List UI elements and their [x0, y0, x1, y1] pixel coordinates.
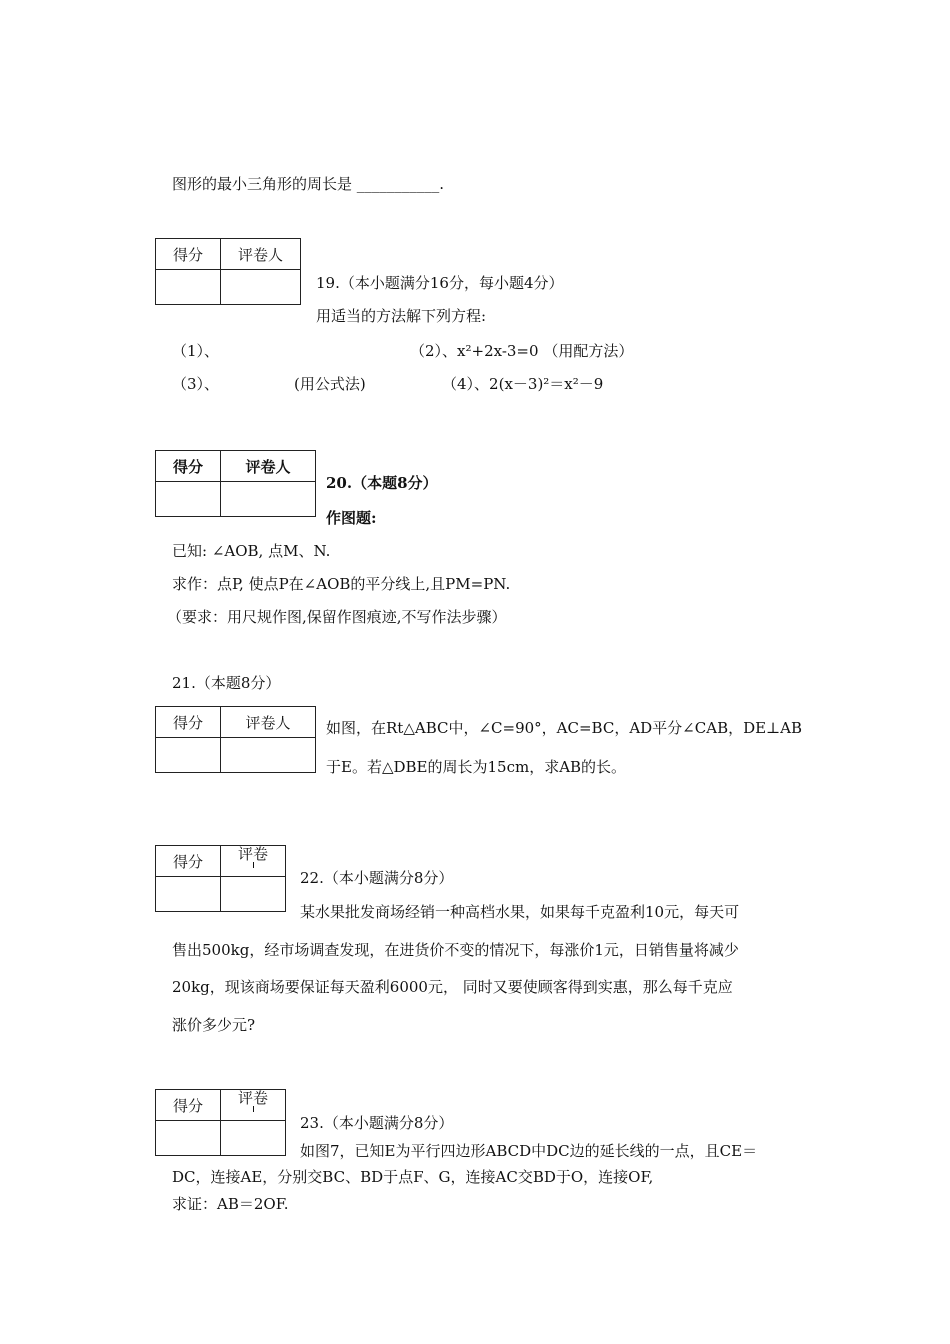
grader-cell[interactable] [221, 877, 286, 912]
q19-part1: （1）、 [172, 342, 220, 360]
q22-text-line4: 涨价多少元? [172, 1016, 256, 1034]
q22-text-line3: 20kg，现该商场要保证每天盈利6000元， 同时又要使顾客得到实惠，那么每千克应 [172, 978, 733, 996]
grader-cell[interactable] [221, 738, 316, 773]
q19-part2: （2）、x²+2x-3=0 （用配方法） [410, 342, 634, 360]
q19-title: 19.（本小题满分16分，每小题4分） [316, 274, 564, 292]
score-cell[interactable] [156, 738, 221, 773]
score-box-q23 [155, 1089, 286, 1156]
grader-label: 评卷人 [221, 239, 301, 270]
score-cell[interactable] [156, 1121, 221, 1156]
score-box-q22 [155, 845, 286, 912]
score-label: 得分 [156, 239, 221, 270]
grader-label-text: 评卷 [237, 1089, 268, 1107]
q20-subtitle: 作图题: [326, 509, 377, 527]
q21-text-line2: 于E。若△DBE的周长为15cm，求AB的长。 [326, 758, 627, 776]
q21-text-line1: 如图，在Rt△ABC中，∠C=90°，AC=BC，AD平分∠CAB，DE⊥AB [326, 719, 803, 737]
grader-cell[interactable] [221, 482, 316, 517]
score-box-q21 [155, 706, 316, 773]
grader-cell[interactable] [221, 270, 301, 305]
score-cell[interactable] [156, 482, 221, 517]
q19-instruction: 用适当的方法解下列方程: [316, 307, 487, 325]
q19-part4: （4）、2(x－3)²＝x²－9 [442, 375, 604, 393]
q23-text-line2: DC，连接AE，分别交BC、BD于点F、G，连接AC交BD于O，连接OF, [172, 1168, 654, 1186]
score-label: 得分 [156, 451, 221, 482]
q23-text-line1: 如图7，已知E为平行四边形ABCD中DC边的延长线的一点，且CE＝ [300, 1142, 758, 1160]
score-box-q20 [155, 450, 316, 517]
q22-text-line2: 售出500kg，经市场调查发现，在进货价不变的情况下，每涨价1元，日销售量将减少 [172, 941, 739, 959]
q20-requirement: （要求：用尺规作图,保留作图痕迹,不写作法步骤） [167, 608, 507, 626]
score-box-q19 [155, 238, 301, 305]
score-label: 得分 [156, 707, 221, 738]
grader-label-text: 评卷 [237, 845, 268, 863]
q20-given: 已知: ∠AOB, 点M、N. [172, 542, 331, 560]
q19-part3-method: (用公式法) [294, 375, 366, 393]
q23-title: 23.（本小题满分8分） [300, 1114, 454, 1132]
score-label: 得分 [156, 846, 221, 877]
q19-part3-label: （3）、 [172, 375, 220, 393]
grader-label [221, 1090, 286, 1121]
q21-title: 21.（本题8分） [172, 674, 281, 692]
grader-label: 评卷人 [221, 451, 316, 482]
q22-title: 22.（本小题满分8分） [300, 869, 454, 887]
grader-label [221, 846, 286, 877]
q20-title: 20.（本题8分） [326, 474, 438, 492]
score-label: 得分 [156, 1090, 221, 1121]
score-cell[interactable] [156, 270, 221, 305]
q23-text-line3: 求证：AB＝2OF. [172, 1195, 289, 1213]
q18-tail-text: 图形的最小三角形的周长是 ___________. [172, 175, 445, 193]
q20-construct: 求作：点P, 使点P在∠AOB的平分线上,且PM=PN. [172, 575, 511, 593]
grader-cell[interactable] [221, 1121, 286, 1156]
grader-label: 评卷人 [221, 707, 316, 738]
q22-text-line1: 某水果批发商场经销一种高档水果，如果每千克盈利10元，每天可 [300, 903, 740, 921]
score-cell[interactable] [156, 877, 221, 912]
